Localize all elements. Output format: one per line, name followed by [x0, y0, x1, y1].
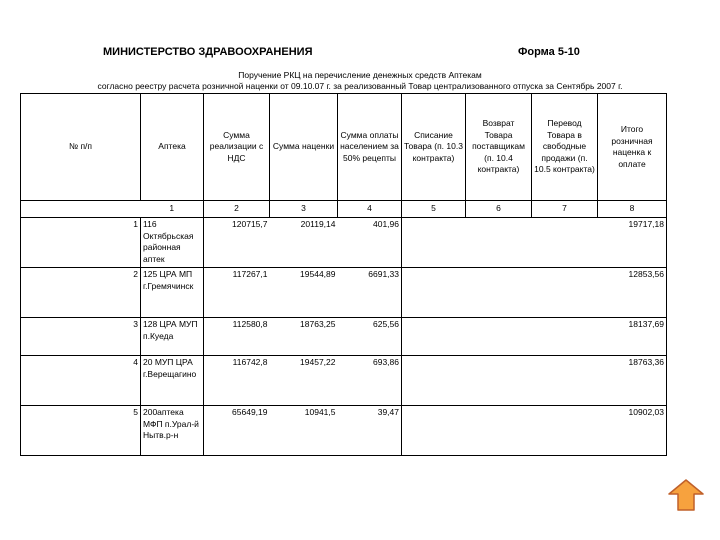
writeoff-cell — [402, 318, 466, 356]
markup-cell: 19457,22 — [270, 356, 338, 406]
order-title: Поручение РКЦ на перечисление денежных средств Аптекам — [238, 70, 482, 80]
col-header-return: Возврат Товара поставщикам (п. 10.4 контракта) — [466, 94, 532, 201]
transfer-cell — [532, 268, 598, 318]
pharmacy-name: 20 МУП ЦРА г.Верещагино — [141, 356, 204, 406]
total-cell: 19717,18 — [598, 218, 667, 268]
total-cell: 18763,36 — [598, 356, 667, 406]
paid-50-cell: 625,56 — [338, 318, 402, 356]
col-number: 5 — [402, 201, 466, 218]
table-row — [21, 318, 667, 356]
up-arrow-icon — [666, 478, 706, 512]
paid-50-cell: 401,96 — [338, 218, 402, 268]
scroll-up-button[interactable] — [666, 478, 706, 512]
table-row — [21, 218, 667, 268]
writeoff-cell — [402, 218, 466, 268]
transfer-cell — [532, 218, 598, 268]
sales-vat-cell: 65649,19 — [204, 406, 270, 456]
col-header-writeoff: Списание Товара (п. 10.3 контракта) — [402, 94, 466, 201]
col-number: 4 — [338, 201, 402, 218]
col-number: 2 — [204, 201, 270, 218]
paid-50-cell: 39,47 — [338, 406, 402, 456]
row-number: 4 — [21, 356, 141, 406]
sales-vat-cell: 120715,7 — [204, 218, 270, 268]
col-header-transfer: Перевод Товара в свободные продажи (п. 10.5 контракта) — [532, 94, 598, 201]
payment-table — [20, 93, 667, 456]
ministry-title: МИНИСТЕРСТВО ЗДРАВООХРАНЕНИЯ — [103, 46, 313, 58]
markup-cell: 20119,14 — [270, 218, 338, 268]
col-header-sales-vat: Сумма реализации с НДС — [204, 94, 270, 201]
column-numbers-row — [21, 201, 667, 218]
pharmacy-name: 116 Октябрьская районная аптек — [141, 218, 204, 268]
header-row — [21, 94, 667, 201]
col-number-blank — [21, 201, 141, 218]
writeoff-cell — [402, 406, 466, 456]
writeoff-cell — [402, 356, 466, 406]
markup-cell: 10941,5 — [270, 406, 338, 456]
transfer-cell — [532, 356, 598, 406]
return-cell — [466, 218, 532, 268]
return-cell — [466, 356, 532, 406]
col-number: 3 — [270, 201, 338, 218]
sales-vat-cell: 117267,1 — [204, 268, 270, 318]
col-header-markup: Сумма наценки — [270, 94, 338, 201]
return-cell — [466, 406, 532, 456]
total-cell: 18137,69 — [598, 318, 667, 356]
col-number: 7 — [532, 201, 598, 218]
form-number: Форма 5-10 — [518, 46, 580, 58]
paid-50-cell: 693,86 — [338, 356, 402, 406]
table-row — [21, 356, 667, 406]
markup-cell: 19544,89 — [270, 268, 338, 318]
sales-vat-cell: 112580,8 — [204, 318, 270, 356]
col-header-pharmacy: Аптека — [141, 94, 204, 201]
col-number: 8 — [598, 201, 667, 218]
col-number: 1 — [141, 201, 204, 218]
writeoff-cell — [402, 268, 466, 318]
transfer-cell — [532, 318, 598, 356]
pharmacy-name: 128 ЦРА МУП п.Куеда — [141, 318, 204, 356]
sales-vat-cell: 116742,8 — [204, 356, 270, 406]
markup-cell: 18763,25 — [270, 318, 338, 356]
row-number: 2 — [21, 268, 141, 318]
row-number: 3 — [21, 318, 141, 356]
return-cell — [466, 318, 532, 356]
pharmacy-name: 200аптека МФП п.Урал-й Нытв.р-н — [141, 406, 204, 456]
return-cell — [466, 268, 532, 318]
transfer-cell — [532, 406, 598, 456]
total-cell: 10902,03 — [598, 406, 667, 456]
pharmacy-name: 125 ЦРА МП г.Гремячинск — [141, 268, 204, 318]
col-header-paid-50: Сумма оплаты населением за 50% рецепты — [338, 94, 402, 201]
order-subtitle: согласно реестру расчета розничной наценки от 09.10.07 г. за реализованный Товар централизованного отпуска за Сентябрь 2007 г. — [97, 81, 623, 91]
col-header-number: № п/п — [21, 94, 141, 201]
table-row — [21, 268, 667, 318]
total-cell: 12853,56 — [598, 268, 667, 318]
row-number: 1 — [21, 218, 141, 268]
paid-50-cell: 6691,33 — [338, 268, 402, 318]
col-number: 6 — [466, 201, 532, 218]
row-number: 5 — [21, 406, 141, 456]
table-row — [21, 406, 667, 456]
col-header-total: Итого розничная наценка к оплате — [598, 94, 667, 201]
